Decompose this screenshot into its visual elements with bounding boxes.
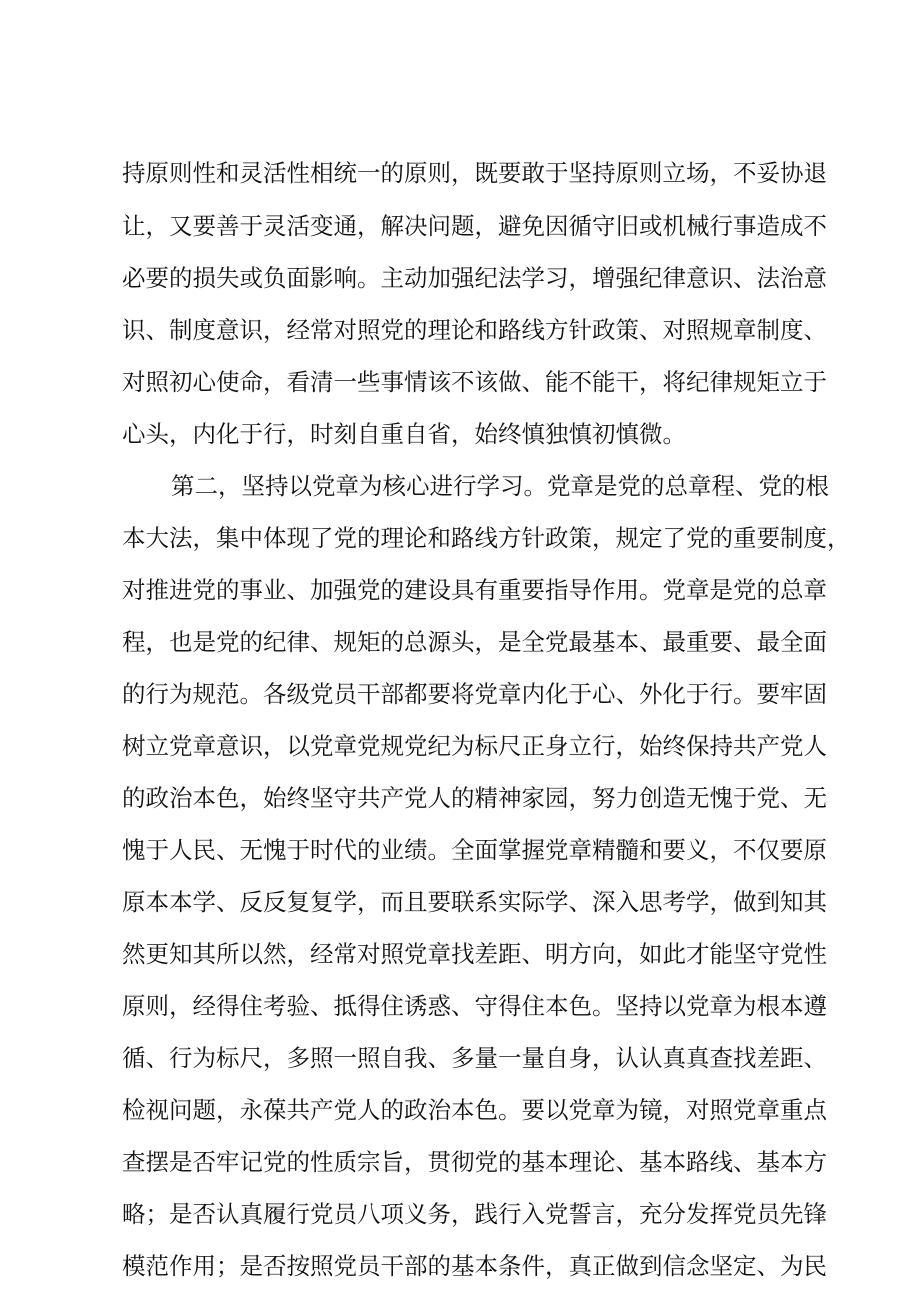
text-line: 程，也是党的纪律、规矩的总源头，是全党最基本、最重要、最全面 — [122, 628, 827, 656]
text-line: 原则，经得住考验、抵得住诱惑、守得住本色。坚持以党章为根本遵 — [122, 992, 827, 1020]
text-line: 对照初心使命，看清一些事情该不该做、能不能干，将纪律规矩立于 — [122, 368, 827, 396]
text-line: 让，又要善于灵活变通，解决问题，避免因循守旧或机械行事造成不 — [122, 212, 827, 240]
text-line: 原本本学、反反复复学，而且要联系实际学、深入思考学，做到知其 — [122, 888, 827, 916]
text-line: 愧于人民、无愧于时代的业绩。全面掌握党章精髓和要义，不仅要原 — [122, 836, 827, 864]
text-line: 循、行为标尺，多照一照自我、多量一量自身，认认真真查找差距、 — [122, 1044, 827, 1072]
text-line: 模范作用；是否按照党员干部的基本条件，真正做到信念坚定、为民 — [122, 1252, 827, 1280]
text-line: 检视问题，永葆共产党人的政治本色。要以党章为镜，对照党章重点 — [122, 1096, 827, 1124]
text-line: 的行为规范。各级党员干部都要将党章内化于心、外化于行。要牢固 — [122, 680, 827, 708]
text-line: 的政治本色，始终坚守共产党人的精神家园，努力创造无愧于党、无 — [122, 784, 827, 812]
text-line: 树立党章意识，以党章党规党纪为标尺正身立行，始终保持共产党人 — [122, 732, 827, 760]
text-line: 略；是否认真履行党员八项义务，践行入党誓言，充分发挥党员先锋 — [122, 1200, 827, 1228]
text-line: 然更知其所以然，经常对照党章找差距、明方向，如此才能坚守党性 — [122, 940, 827, 968]
text-line: 必要的损失或负面影响。主动加强纪法学习，增强纪律意识、法治意 — [122, 264, 827, 292]
text-line: 查摆是否牢记党的性质宗旨，贯彻党的基本理论、基本路线、基本方 — [122, 1148, 827, 1176]
text-line: 本大法，集中体现了党的理论和路线方针政策，规定了党的重要制度， — [122, 524, 851, 552]
text-line: 持原则性和灵活性相统一的原则，既要敢于坚持原则立场，不妥协退 — [122, 159, 827, 187]
text-line: 对推进党的事业、加强党的建设具有重要指导作用。党章是党的总章 — [122, 576, 827, 604]
paragraph-first-line: 第二，坚持以党章为核心进行学习。党章是党的总章程、党的根 — [171, 472, 829, 500]
text-line: 心头，内化于行，时刻自重自省，始终慎独慎初慎微。 — [122, 420, 686, 448]
text-line: 识、制度意识，经常对照党的理论和路线方针政策、对照规章制度、 — [122, 316, 827, 344]
